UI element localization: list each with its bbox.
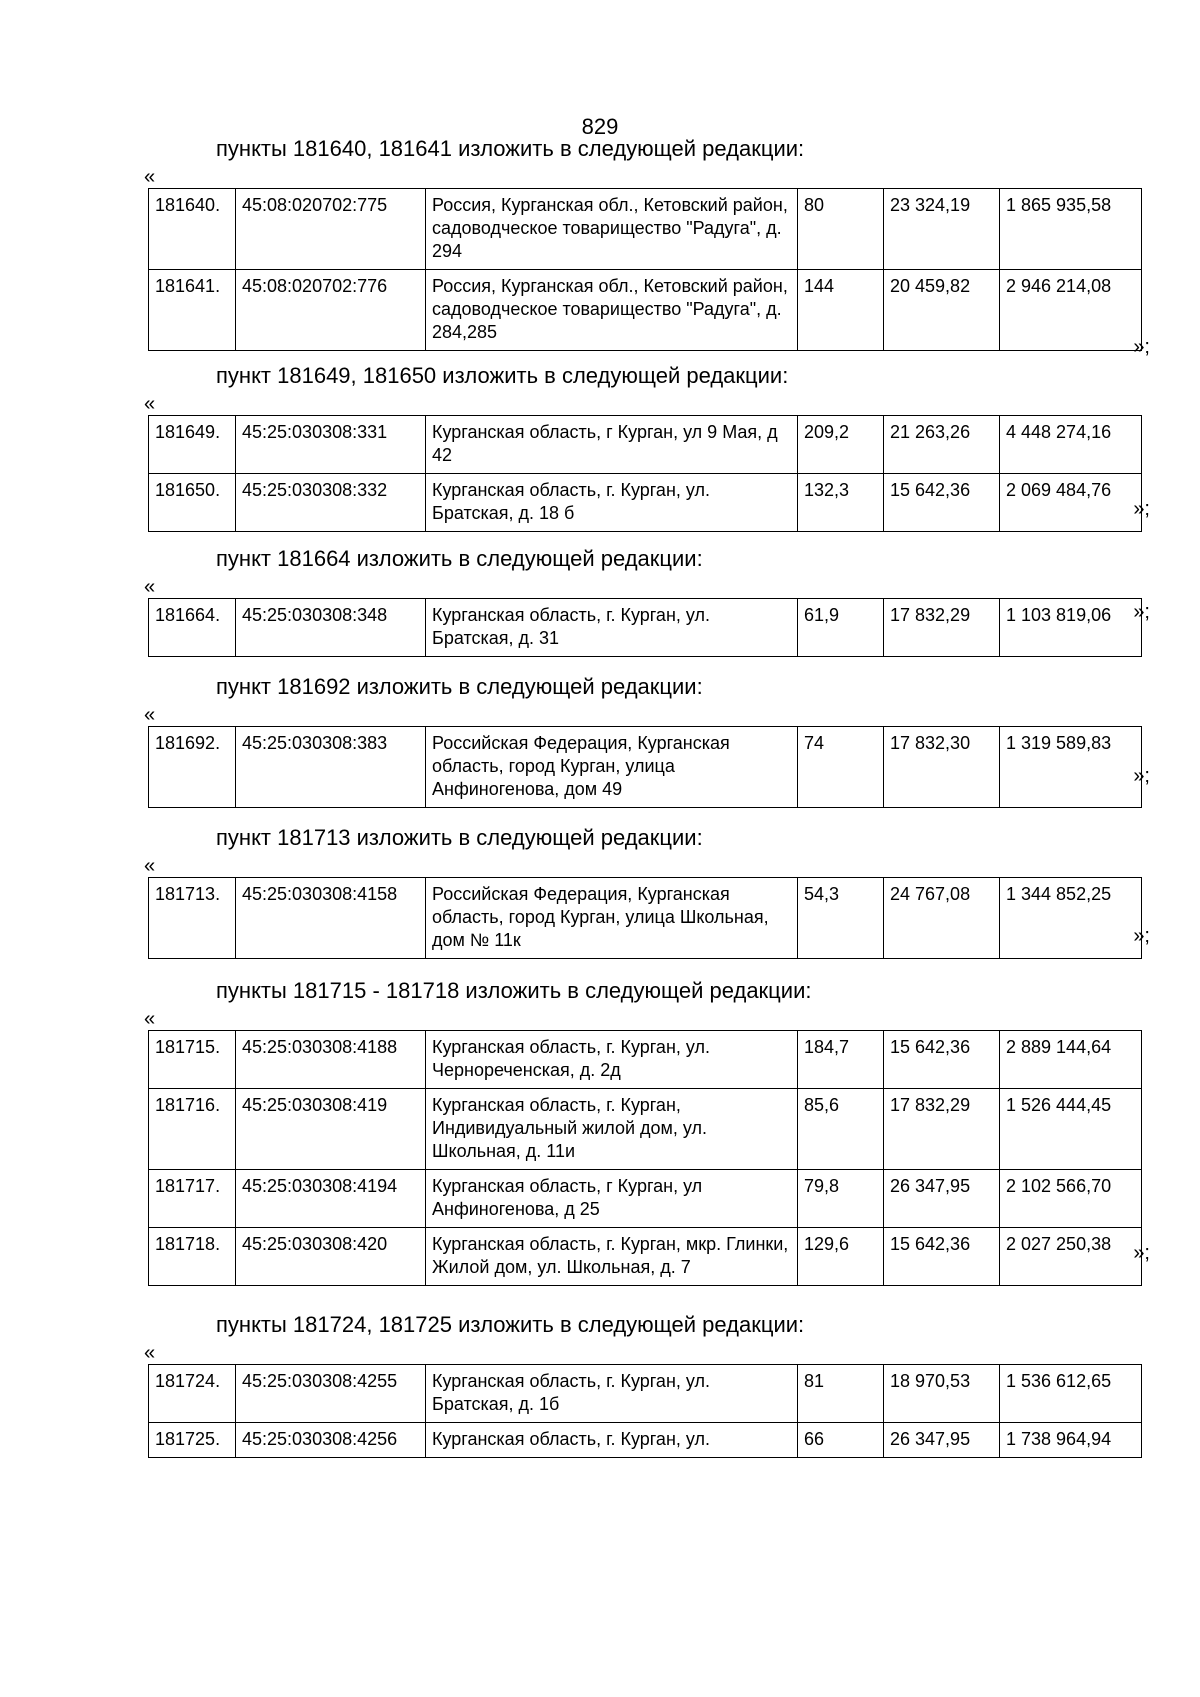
property-table <box>148 188 1142 351</box>
address-cell: Российская Федерация, Курганская область, город Курган, улица Школьная, дом № 11к <box>426 878 798 959</box>
table-row <box>149 599 1142 657</box>
total-value-cell: 1 319 589,83 <box>1000 727 1142 808</box>
property-table <box>148 415 1142 532</box>
cadastral-number-cell: 45:25:030308:4188 <box>236 1031 426 1089</box>
cadastral-number-cell: 45:08:020702:776 <box>236 270 426 351</box>
area-cell: 79,8 <box>798 1170 884 1228</box>
row-number-cell: 181718. <box>149 1228 236 1286</box>
opening-quote: « <box>144 855 156 877</box>
address-cell: Россия, Курганская обл., Кетовский район, садоводческое товарищество "Радуга", д. 294 <box>426 189 798 270</box>
price-per-unit-cell: 18 970,53 <box>884 1365 1000 1423</box>
address-cell: Курганская область, г. Курган, ул. <box>426 1423 798 1458</box>
area-cell: 209,2 <box>798 416 884 474</box>
price-per-unit-cell: 26 347,95 <box>884 1170 1000 1228</box>
closing-quote: »; <box>1133 765 1150 787</box>
row-number-cell: 181717. <box>149 1170 236 1228</box>
row-number-cell: 181664. <box>149 599 236 657</box>
area-cell: 85,6 <box>798 1089 884 1170</box>
property-table <box>148 1364 1142 1458</box>
opening-quote: « <box>144 393 156 415</box>
area-cell: 54,3 <box>798 878 884 959</box>
table-row <box>149 1365 1142 1423</box>
amendment-heading: пункт 181664 изложить в следующей редакции: <box>216 546 703 571</box>
table-row <box>149 270 1142 351</box>
table-row <box>149 727 1142 808</box>
total-value-cell: 1 738 964,94 <box>1000 1423 1142 1458</box>
address-cell: Курганская область, г. Курган, ул. Братская, д. 31 <box>426 599 798 657</box>
cadastral-number-cell: 45:25:030308:383 <box>236 727 426 808</box>
table-row <box>149 1170 1142 1228</box>
address-cell: Курганская область, г. Курган, мкр. Глинки, Жилой дом, ул. Школьная, д. 7 <box>426 1228 798 1286</box>
area-cell: 80 <box>798 189 884 270</box>
price-per-unit-cell: 21 263,26 <box>884 416 1000 474</box>
property-table <box>148 1030 1142 1286</box>
opening-quote: « <box>144 576 156 598</box>
cadastral-number-cell: 45:25:030308:332 <box>236 474 426 532</box>
opening-quote: « <box>144 704 156 726</box>
table-row <box>149 1423 1142 1458</box>
price-per-unit-cell: 26 347,95 <box>884 1423 1000 1458</box>
amendment-heading: пункт 181649, 181650 изложить в следующей редакции: <box>216 363 789 388</box>
property-table <box>148 598 1142 657</box>
page-number: 829 <box>581 114 619 139</box>
cadastral-number-cell: 45:25:030308:419 <box>236 1089 426 1170</box>
opening-quote: « <box>144 1008 156 1030</box>
row-number-cell: 181649. <box>149 416 236 474</box>
area-cell: 61,9 <box>798 599 884 657</box>
area-cell: 132,3 <box>798 474 884 532</box>
amendment-heading: пункты 181724, 181725 изложить в следующей редакции: <box>216 1312 805 1337</box>
address-cell: Курганская область, г. Курган, Индивидуальный жилой дом, ул. Школьная, д. 11и <box>426 1089 798 1170</box>
price-per-unit-cell: 15 642,36 <box>884 1031 1000 1089</box>
opening-quote: « <box>144 166 156 188</box>
total-value-cell: 1 526 444,45 <box>1000 1089 1142 1170</box>
total-value-cell: 1 536 612,65 <box>1000 1365 1142 1423</box>
price-per-unit-cell: 17 832,29 <box>884 1089 1000 1170</box>
area-cell: 144 <box>798 270 884 351</box>
row-number-cell: 181641. <box>149 270 236 351</box>
total-value-cell: 2 027 250,38 <box>1000 1228 1142 1286</box>
total-value-cell: 2 069 484,76 <box>1000 474 1142 532</box>
row-number-cell: 181650. <box>149 474 236 532</box>
cadastral-number-cell: 45:25:030308:4256 <box>236 1423 426 1458</box>
area-cell: 66 <box>798 1423 884 1458</box>
closing-quote: »; <box>1133 925 1150 947</box>
address-cell: Курганская область, г Курган, ул Анфиногенова, д 25 <box>426 1170 798 1228</box>
amendment-heading: пункты 181640, 181641 изложить в следующей редакции: <box>216 136 805 161</box>
total-value-cell: 4 448 274,16 <box>1000 416 1142 474</box>
table-row <box>149 1228 1142 1286</box>
price-per-unit-cell: 15 642,36 <box>884 474 1000 532</box>
price-per-unit-cell: 17 832,30 <box>884 727 1000 808</box>
cadastral-number-cell: 45:25:030308:331 <box>236 416 426 474</box>
table-row <box>149 189 1142 270</box>
amendment-heading: пункт 181713 изложить в следующей редакции: <box>216 825 703 850</box>
address-cell: Курганская область, г Курган, ул 9 Мая, д 42 <box>426 416 798 474</box>
amendment-heading: пункт 181692 изложить в следующей редакции: <box>216 674 703 699</box>
address-cell: Курганская область, г. Курган, ул. Чернореченская, д. 2д <box>426 1031 798 1089</box>
row-number-cell: 181640. <box>149 189 236 270</box>
cadastral-number-cell: 45:25:030308:4255 <box>236 1365 426 1423</box>
price-per-unit-cell: 23 324,19 <box>884 189 1000 270</box>
property-table <box>148 726 1142 808</box>
price-per-unit-cell: 17 832,29 <box>884 599 1000 657</box>
closing-quote: »; <box>1133 498 1150 520</box>
row-number-cell: 181716. <box>149 1089 236 1170</box>
closing-quote: »; <box>1133 601 1150 623</box>
cadastral-number-cell: 45:25:030308:420 <box>236 1228 426 1286</box>
row-number-cell: 181724. <box>149 1365 236 1423</box>
cadastral-number-cell: 45:08:020702:775 <box>236 189 426 270</box>
amendment-heading: пункты 181715 - 181718 изложить в следующей редакции: <box>216 978 812 1003</box>
cadastral-number-cell: 45:25:030308:4158 <box>236 878 426 959</box>
area-cell: 184,7 <box>798 1031 884 1089</box>
address-cell: Российская Федерация, Курганская область, город Курган, улица Анфиногенова, дом 49 <box>426 727 798 808</box>
property-table <box>148 877 1142 959</box>
row-number-cell: 181713. <box>149 878 236 959</box>
closing-quote: »; <box>1133 1242 1150 1264</box>
row-number-cell: 181715. <box>149 1031 236 1089</box>
area-cell: 81 <box>798 1365 884 1423</box>
price-per-unit-cell: 24 767,08 <box>884 878 1000 959</box>
table-row <box>149 1031 1142 1089</box>
total-value-cell: 2 946 214,08 <box>1000 270 1142 351</box>
address-cell: Россия, Курганская обл., Кетовский район, садоводческое товарищество "Радуга", д. 284,285 <box>426 270 798 351</box>
row-number-cell: 181725. <box>149 1423 236 1458</box>
table-row <box>149 474 1142 532</box>
table-row <box>149 878 1142 959</box>
cadastral-number-cell: 45:25:030308:4194 <box>236 1170 426 1228</box>
total-value-cell: 1 103 819,06 <box>1000 599 1142 657</box>
total-value-cell: 2 102 566,70 <box>1000 1170 1142 1228</box>
price-per-unit-cell: 15 642,36 <box>884 1228 1000 1286</box>
total-value-cell: 2 889 144,64 <box>1000 1031 1142 1089</box>
address-cell: Курганская область, г. Курган, ул. Братская, д. 1б <box>426 1365 798 1423</box>
area-cell: 74 <box>798 727 884 808</box>
closing-quote: »; <box>1133 336 1150 358</box>
table-row <box>149 1089 1142 1170</box>
total-value-cell: 1 344 852,25 <box>1000 878 1142 959</box>
table-row <box>149 416 1142 474</box>
area-cell: 129,6 <box>798 1228 884 1286</box>
cadastral-number-cell: 45:25:030308:348 <box>236 599 426 657</box>
opening-quote: « <box>144 1342 156 1364</box>
row-number-cell: 181692. <box>149 727 236 808</box>
address-cell: Курганская область, г. Курган, ул. Братская, д. 18 б <box>426 474 798 532</box>
price-per-unit-cell: 20 459,82 <box>884 270 1000 351</box>
total-value-cell: 1 865 935,58 <box>1000 189 1142 270</box>
